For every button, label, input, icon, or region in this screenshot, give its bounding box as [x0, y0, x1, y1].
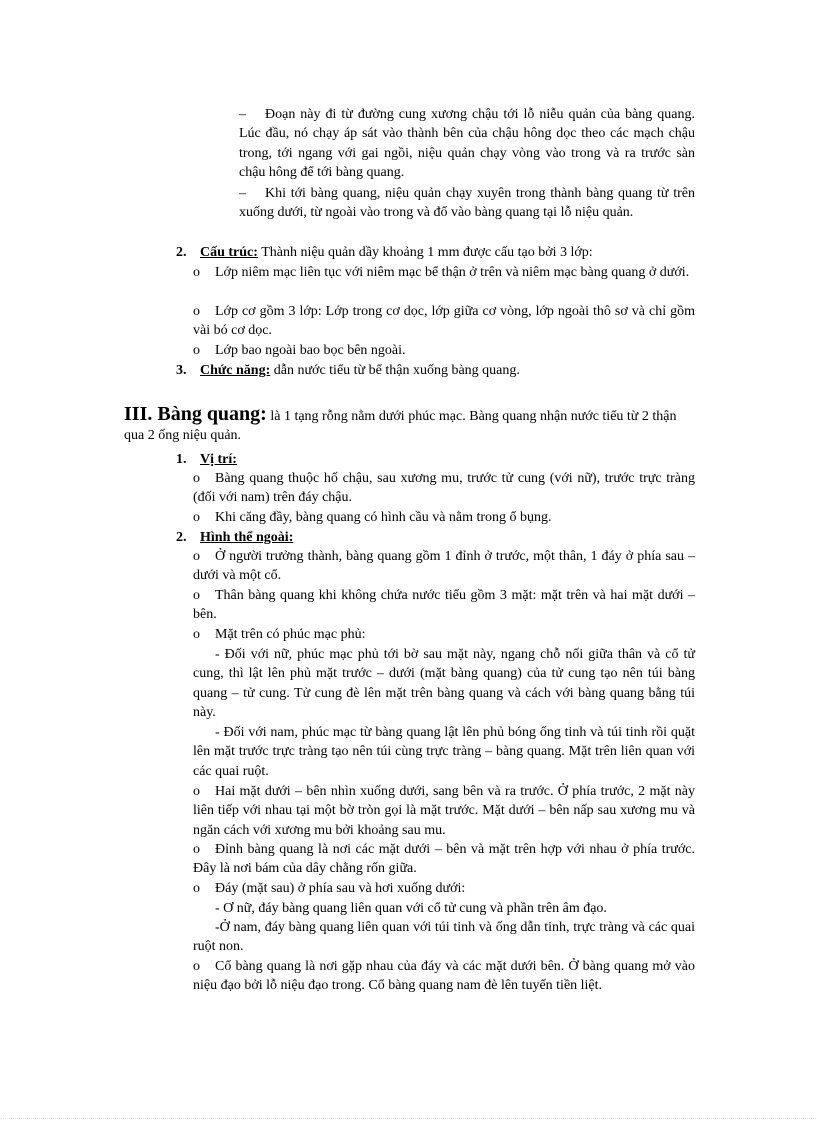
external-number: 2.	[176, 530, 187, 545]
circle-bullet-icon: o	[193, 549, 200, 564]
circle-bullet-icon: o	[193, 510, 200, 525]
external-item-6	[193, 879, 695, 898]
structure-item-1	[193, 263, 695, 282]
circle-bullet-icon: o	[193, 471, 200, 486]
top-surface-female	[193, 645, 695, 723]
external-item-3	[193, 625, 695, 644]
function-heading: Chức năng:	[200, 363, 271, 378]
structure-item-text: Lớp bao ngoài bao bọc bên ngoài.	[215, 343, 406, 358]
structure-item-2	[193, 302, 695, 341]
circle-bullet-icon: o	[193, 842, 200, 857]
position-item-text: Khi căng đầy, bàng quang có hình cầu và nằm trong ổ bụng.	[215, 510, 552, 525]
external-item-1	[193, 547, 695, 586]
function-number: 3.	[176, 363, 187, 378]
circle-bullet-icon: o	[193, 343, 200, 358]
circle-bullet-icon: o	[193, 588, 200, 603]
external-item-text: Đáy (mặt sau) ở phía sau và hơi xuống dưới:	[215, 881, 466, 896]
bladder-section-title: III. Bàng quang:	[124, 403, 267, 425]
structure-heading-line	[176, 243, 696, 262]
base-male	[193, 918, 695, 957]
position-heading: Vị trí:	[200, 452, 237, 467]
page-bottom-border	[0, 1118, 816, 1120]
external-item-text: Đỉnh bàng quang là nơi các mặt dưới – bên và mặt trên hợp với nhau ở phía trước. Đây là nơi bám của dây chằng rốn giữa.	[193, 842, 695, 877]
circle-bullet-icon: o	[193, 959, 200, 974]
ureter-course-text-1: Đoạn này đi từ đường cung xương chậu tới lỗ niễu quản của bàng quang. Lúc đầu, nó chạy áp sát vào thành bên của chậu hông dọc theo các mạch chậu trong, tới ngang với gai ngồi, niệu quản chạy vòng vào trong và ra trước sàn chậu hông để tới bàng quang.	[239, 107, 695, 181]
external-item-7	[193, 957, 695, 996]
structure-item-text: Lớp cơ gồm 3 lớp: Lớp trong cơ dọc, lớp giữa cơ vòng, lớp ngoài thô sơ và chỉ gồm vài bó cơ dọc.	[193, 304, 695, 339]
base-female	[193, 899, 695, 918]
structure-item-3	[193, 341, 695, 360]
structure-text: Thành niệu quản dầy khoảng 1 mm được cấu tạo bởi 3 lớp:	[261, 245, 593, 260]
structure-item-text: Lớp niêm mạc liên tục với niêm mạc bể thận ở trên và niêm mạc bàng quang ở dưới.	[215, 265, 690, 280]
ureter-course-text-2: Khi tới bàng quang, niệu quản chạy xuyên trong thành bàng quang từ trên xuống dưới, từ ngoài vào trong và đổ vào bàng quang tại lỗ niệu quản.	[239, 186, 695, 221]
external-item-text: Cổ bàng quang là nơi gặp nhau của đáy và các mặt dưới bên. Ở bàng quang mở vào niệu đạo bởi lỗ niệu đạo trong. Cổ bàng quang nam đè lên tuyến tiền liệt.	[193, 959, 695, 994]
external-item-text: Hai mặt dưới – bên nhìn xuống dưới, sang bên và ra trước. Ở phía trước, 2 mặt này liên tiếp với nhau tại một bờ tròn gọi là mặt trước. Mặt dưới – bên nấp sau xương mu và ngăn cách với xương mu bởi khoảng sau mu.	[193, 784, 695, 838]
external-item-text: Thân bàng quang khi không chứa nước tiểu gồm 3 mặt: mặt trên và hai mặt dưới – bên.	[193, 588, 695, 623]
external-item-2	[193, 586, 695, 625]
external-item-text: Ở người trưởng thành, bàng quang gồm 1 đỉnh ở trước, một thân, 1 đáy ở phía sau – dưới và một cổ.	[193, 549, 695, 584]
ureter-course-paragraph-2	[239, 184, 695, 223]
base-female-text: - Ơ nữ, đáy bàng quang liên quan với cổ tử cung và phần trên âm đạo.	[215, 901, 607, 916]
top-surface-male	[193, 723, 695, 781]
circle-bullet-icon: o	[193, 304, 200, 319]
bladder-section-intro	[124, 405, 696, 446]
position-heading-line	[176, 450, 696, 469]
position-item-text: Bàng quang thuộc hố chậu, sau xương mu, trước tử cung (với nữ), trước trực tràng (đối với nam) trên đáy chậu.	[193, 471, 695, 506]
ureter-course-paragraph-1	[239, 105, 695, 183]
structure-number: 2.	[176, 245, 187, 260]
top-surface-female-text: - Đối với nữ, phúc mạc phủ tới bờ sau mặt này, ngang chỗ nối giữa thân và cổ tử cung, thì lật lên phủ mặt trước – dưới (mặt bàng quang) của tử cung tạo nên túi bàng quang – tử cung. Tử cung đè lên mặt trên bàng quang và cách với bàng quang bằng túi này.	[193, 647, 695, 721]
structure-heading: Cấu trúc:	[200, 245, 258, 260]
dash-bullet: –	[239, 107, 246, 122]
circle-bullet-icon: o	[193, 881, 200, 896]
top-surface-male-text: - Đối với nam, phúc mạc từ bàng quang lật lên phủ bóng ống tinh và túi tinh rồi quặt lên mặt trước trực tràng tạo nên túi cùng trực tràng – bàng quang. Mặt trên liên quan với các quai ruột.	[193, 725, 695, 779]
external-heading: Hình thể ngoài:	[200, 530, 294, 545]
external-item-text: Mặt trên có phúc mạc phủ:	[215, 627, 366, 642]
function-text: dẫn nước tiểu từ bể thận xuống bàng quang.	[273, 363, 520, 378]
circle-bullet-icon: o	[193, 784, 200, 799]
external-heading-line	[176, 528, 696, 547]
circle-bullet-icon: o	[193, 627, 200, 642]
position-item-2	[193, 508, 695, 527]
dash-bullet: –	[239, 186, 246, 201]
position-item-1	[193, 469, 695, 508]
function-heading-line	[176, 361, 696, 380]
external-item-5	[193, 840, 695, 879]
circle-bullet-icon: o	[193, 265, 200, 280]
position-number: 1.	[176, 452, 187, 467]
external-item-4	[193, 782, 695, 840]
bladder-intro-text: là 1 tạng rỗng nằm dưới phúc mạc. Bàng quang nhận nước tiểu từ 2 thận qua 2 ống niệu quản.	[124, 409, 677, 444]
base-male-text: -Ở nam, đáy bàng quang liên quan với túi tinh và ống dẫn tinh, trực tràng và các quai ruột non.	[193, 920, 695, 955]
